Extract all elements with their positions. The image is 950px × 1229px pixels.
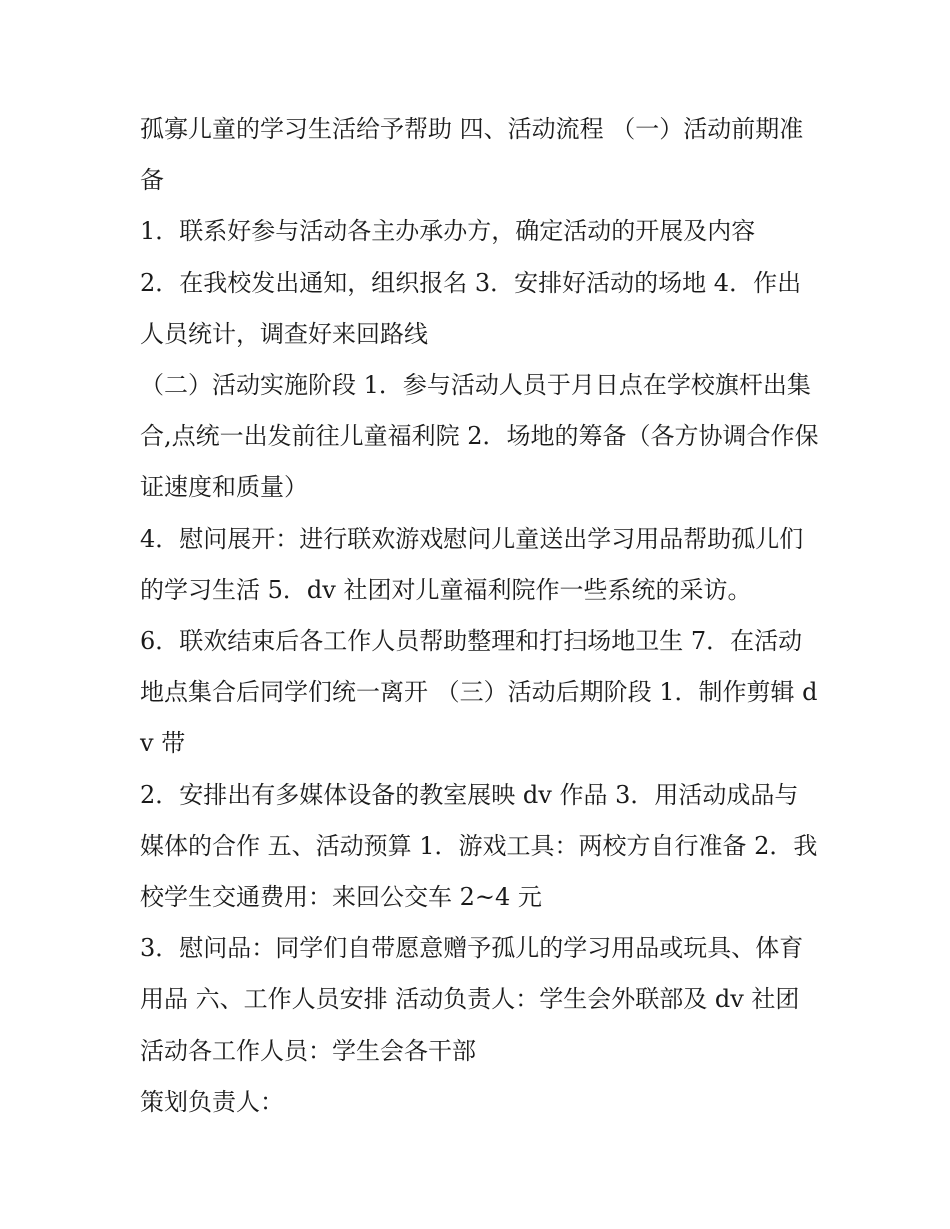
paragraph-6: 6．联欢结束后各工作人员帮助整理和打扫场地卫生 7．在活动地点集合后同学们统一离开 （三）活动后期阶段 1．制作剪辑 dv 带 [140,627,818,758]
document-body [140,104,820,1128]
paragraph-3: 2．在我校发出通知，组织报名 3．安排好活动的场地 4．作出人员统计，调查好来回路线 [140,268,802,348]
paragraph-9: 策划负责人： [140,1087,284,1116]
paragraph-5: 4．慰问展开：进行联欢游戏慰问儿童送出学习用品帮助孤儿们的学习生活 5．dv 社团对儿童福利院作一些系统的采访。 [140,524,804,604]
paragraph-8: 3．慰问品：同学们自带愿意赠予孤儿的学习用品或玩具、体育用品 六、工作人员安排 活动负责人：学生会外联部及 dv 社团 活动各工作人员：学生会各干部 [140,934,808,1065]
paragraph-7: 2．安排出有多媒体设备的教室展映 dv 作品 3．用活动成品与媒体的合作 五、活动预算 1．游戏工具：两校方自行准备 2．我校学生交通费用：来回公交车 2~4 元 [140,780,818,912]
paragraph-4: （二）活动实施阶段 1．参与活动人员于月日点在学校旗杆出集合,点统一出发前往儿童福利院 2．场地的筹备（各方协调合作保证速度和质量） [140,371,819,502]
paragraph-1: 孤寡儿童的学习生活给予帮助 四、活动流程 （一）活动前期准备 [140,115,804,195]
paragraph-2: 1．联系好参与活动各主办承办方，确定活动的开展及内容 [140,217,756,246]
